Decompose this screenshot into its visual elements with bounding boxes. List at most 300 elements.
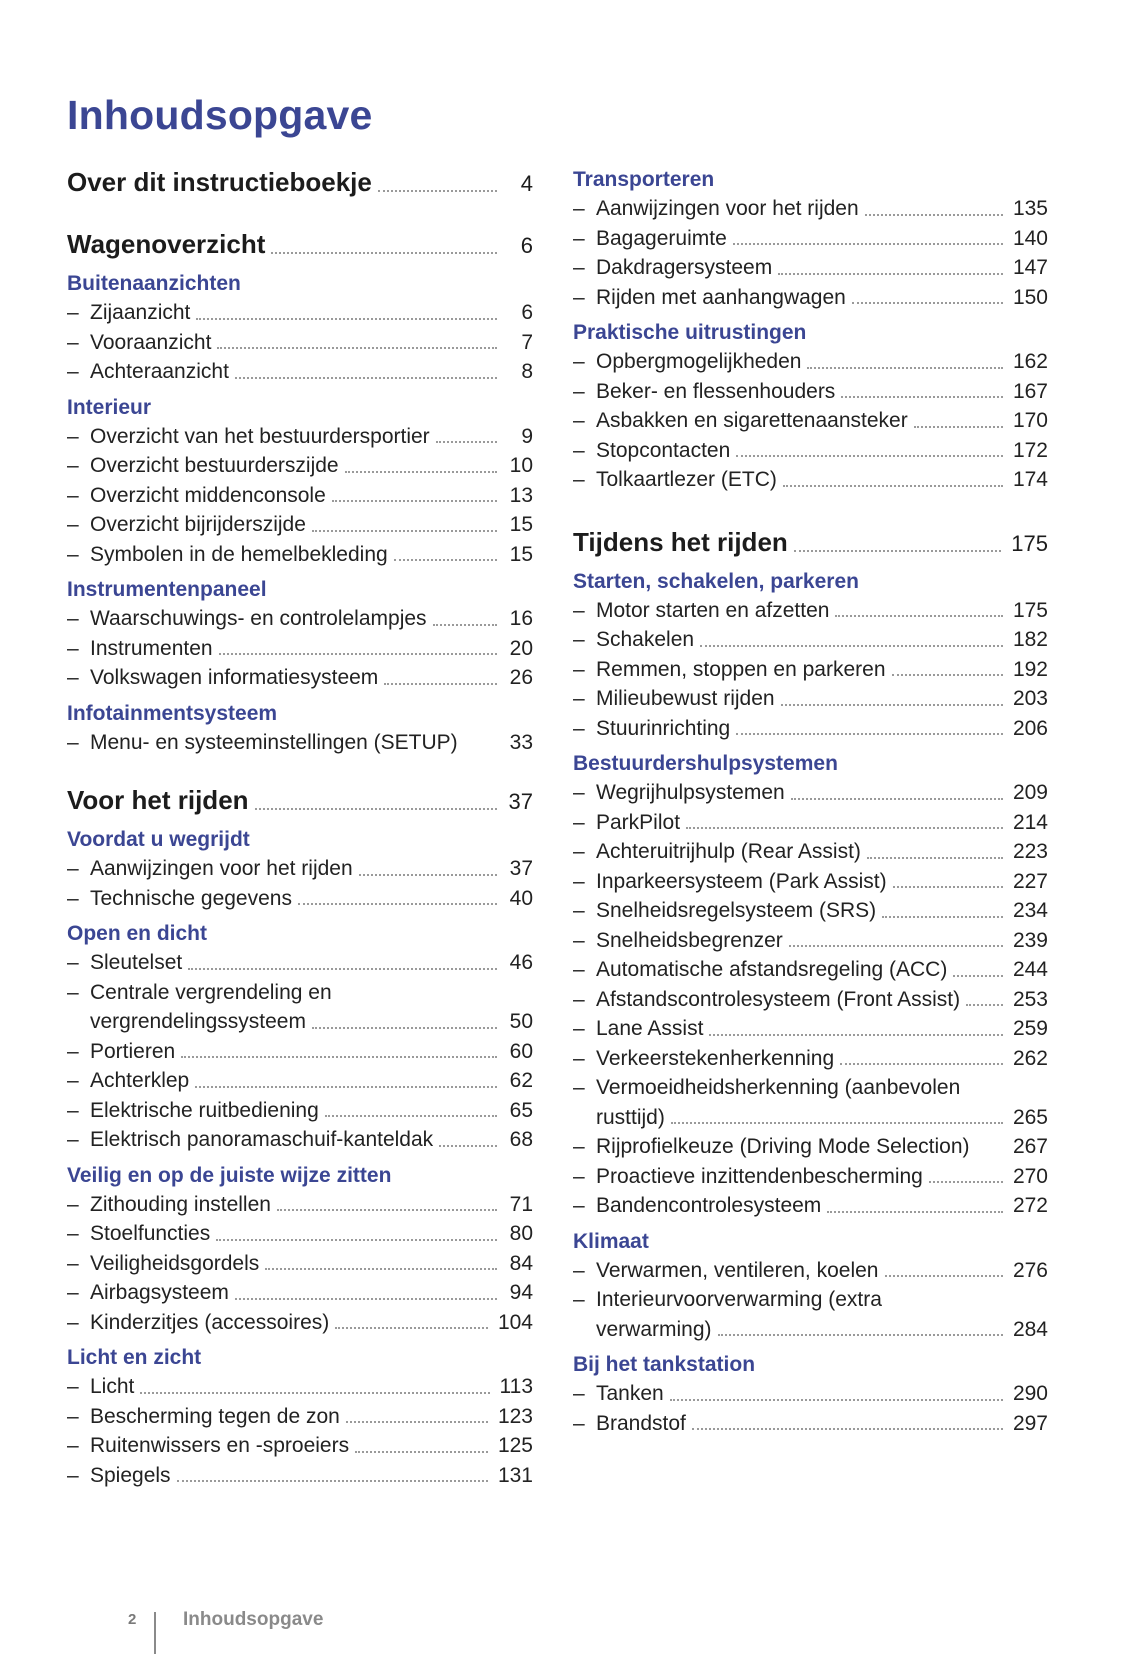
dash: – [573, 285, 585, 309]
dash: – [67, 951, 79, 974]
dot-leader [196, 317, 497, 320]
toc-entry[interactable] [67, 728, 533, 758]
dash: – [573, 687, 585, 710]
dot-leader [436, 440, 497, 443]
toc-section-praktische-uitrustingen[interactable]: Praktische uitrustingen [573, 321, 807, 344]
entry-text: Verkeerstekenherkenning [596, 1046, 835, 1070]
dot-leader [217, 346, 497, 349]
page-number: 253 [1012, 987, 1048, 1011]
toc-entry[interactable] [67, 1125, 533, 1155]
chapter-title: Wagenoverzicht [67, 229, 266, 259]
page-number: 239 [1012, 928, 1048, 952]
entry-text: Sleutelset [90, 951, 183, 974]
dash: – [67, 513, 79, 536]
dot-leader [671, 1121, 1003, 1124]
toc-chapter-tijdens-het-rijden[interactable] [573, 525, 1048, 561]
dot-leader [778, 272, 1003, 275]
dot-leader [345, 470, 497, 473]
toc-entry[interactable] [573, 625, 1048, 655]
entry-text: Aanwijzingen voor het rijden [90, 857, 353, 880]
toc-entry[interactable] [67, 854, 533, 884]
dot-leader [700, 644, 1003, 647]
dot-leader [265, 1267, 497, 1270]
dash: – [67, 1310, 79, 1334]
dot-leader [335, 1326, 488, 1329]
entry-text: Automatische afstandsregeling (ACC) [596, 958, 948, 981]
dash: – [573, 1076, 585, 1099]
page-number: 37 [508, 789, 533, 814]
entry-text: Bandencontrolesysteem [596, 1194, 822, 1217]
toc-entry[interactable] [573, 926, 1048, 956]
entry-text: Zijaanzicht [90, 301, 191, 324]
toc-entry[interactable] [67, 357, 533, 387]
dash: – [67, 424, 79, 448]
dot-leader [235, 1297, 497, 1300]
toc-entry[interactable] [573, 1256, 1048, 1286]
dot-leader [966, 1003, 1003, 1006]
toc-entry[interactable] [573, 896, 1048, 926]
dot-leader [384, 682, 497, 685]
page-number: 234 [1012, 899, 1048, 922]
dot-leader [394, 558, 497, 561]
page-number: 50 [509, 1010, 533, 1033]
toc-section-klimaat[interactable]: Klimaat [573, 1229, 649, 1253]
page-number: 7 [521, 330, 533, 354]
toc-entry[interactable] [67, 1096, 533, 1126]
entry-text: Motor starten en afzetten [596, 598, 830, 622]
toc-section-bij-het-tankstation[interactable]: Bij het tankstation [573, 1353, 756, 1376]
entry-text: Tanken [596, 1382, 664, 1405]
entry-text: Overzicht middenconsole [90, 483, 326, 507]
entry-text: Aanwijzingen voor het rijden [596, 197, 859, 220]
entry-text: Portieren [90, 1039, 176, 1063]
page-number: 170 [1012, 409, 1048, 432]
footer-page-number: 2 [128, 1611, 137, 1628]
entry-text: Overzicht van het bestuurdersportier [90, 424, 430, 448]
page-number: 13 [509, 483, 533, 507]
page-number: 150 [1012, 285, 1048, 309]
page-number: 65 [509, 1098, 533, 1122]
entry-text: Bescherming tegen de zon [90, 1404, 340, 1428]
page-number: 167 [1012, 379, 1048, 403]
entry-text: Spiegels [90, 1463, 171, 1487]
toc-entry[interactable] [573, 347, 1048, 377]
dot-leader [216, 1238, 497, 1241]
toc-chapter-over-dit-instructieboekje[interactable] [67, 165, 533, 201]
toc-section-open-en-dicht[interactable]: Open en dicht [67, 922, 208, 945]
toc-chapter-wagenoverzicht[interactable] [67, 227, 533, 263]
dash: – [67, 1404, 79, 1428]
toc-chapter-voor-het-rijden[interactable] [67, 783, 533, 819]
dot-leader [433, 623, 497, 626]
dot-leader [789, 944, 1003, 947]
page-number: 203 [1012, 687, 1048, 710]
toc-entry[interactable] [573, 808, 1048, 838]
dot-leader [783, 484, 1003, 487]
entry-text: Lane Assist [596, 1017, 704, 1040]
dash: – [67, 330, 79, 354]
toc-entry[interactable] [67, 1402, 533, 1432]
dash: – [67, 636, 79, 660]
page-number: 20 [509, 636, 533, 660]
page-number: 71 [509, 1192, 533, 1216]
dot-leader [686, 826, 1003, 829]
dash: – [67, 1281, 79, 1304]
toc-entry[interactable] [573, 1162, 1048, 1192]
dash: – [573, 1135, 585, 1158]
dot-leader [709, 1033, 1003, 1036]
toc-entry[interactable] [573, 406, 1048, 436]
dash: – [67, 607, 79, 630]
toc-entry[interactable] [573, 867, 1048, 897]
dot-leader [439, 1144, 497, 1147]
dash: – [573, 899, 585, 922]
toc-section-veilig-zitten[interactable]: Veilig en op de juiste wijze zitten [67, 1163, 392, 1187]
entry-text: Opbergmogelijkheden [596, 350, 802, 373]
entry-text: Airbagsysteem [90, 1281, 229, 1304]
toc-entry-continuation[interactable] [573, 1103, 1048, 1133]
entry-text: Waarschuwings- en controlelampjes [90, 607, 427, 630]
toc-entry[interactable] [573, 194, 1048, 224]
page-number: 174 [1012, 468, 1048, 491]
toc-entry-continuation[interactable] [67, 1007, 533, 1037]
toc-section-instrumentenpaneel[interactable]: Instrumentenpaneel [67, 578, 267, 601]
entry-text: Afstandscontrolesysteem (Front Assist) [596, 987, 961, 1011]
page-number: 172 [1012, 438, 1048, 462]
toc-entry[interactable] [67, 604, 533, 634]
toc-entry[interactable] [573, 1044, 1048, 1074]
page-number: 84 [509, 1251, 533, 1275]
toc-entry[interactable] [67, 481, 533, 511]
toc-entry[interactable] [573, 778, 1048, 808]
page-number: 227 [1012, 869, 1048, 893]
chapter-title: Over dit instructieboekje [67, 167, 372, 197]
dot-leader [892, 673, 1003, 676]
dot-leader [974, 1159, 1009, 1162]
page-number: 244 [1012, 958, 1048, 981]
dash: – [67, 360, 79, 383]
dash: – [67, 857, 79, 880]
toc-entry[interactable] [573, 596, 1048, 626]
page-number: 162 [1012, 350, 1048, 373]
page-number: 297 [1012, 1411, 1048, 1435]
toc-entry[interactable] [573, 1014, 1048, 1044]
dot-leader [781, 703, 1003, 706]
dot-leader [885, 1274, 1003, 1277]
page-number: 262 [1012, 1046, 1048, 1070]
toc-left-column [67, 165, 533, 1490]
dash: – [573, 840, 585, 863]
toc-entry[interactable] [67, 1037, 533, 1067]
dot-leader [929, 1180, 1003, 1183]
dash: – [67, 454, 79, 477]
entry-text: Elektrische ruitbediening [90, 1098, 319, 1122]
dash: – [573, 350, 585, 373]
page-number: 209 [1012, 781, 1048, 804]
page-number: 125 [497, 1434, 533, 1457]
toc-entry[interactable] [67, 1278, 533, 1308]
toc-entry[interactable] [573, 283, 1048, 313]
dash: – [573, 409, 585, 432]
entry-text: Rijden met aanhangwagen [596, 285, 846, 309]
entry-text: Ruitenwissers en -sproeiers [90, 1434, 350, 1457]
dash: – [573, 716, 585, 740]
dash: – [67, 666, 79, 689]
dot-leader [378, 189, 497, 192]
entry-text: Volkswagen informatiesysteem [90, 666, 379, 689]
page-number: 94 [509, 1281, 533, 1304]
page-number: 40 [509, 886, 533, 910]
page-number: 6 [521, 301, 533, 324]
toc-entry[interactable] [573, 955, 1048, 985]
toc-entry[interactable] [573, 1073, 1048, 1103]
dot-leader [736, 454, 1003, 457]
toc-section-transporteren[interactable]: Transporteren [573, 168, 715, 191]
dot-leader [794, 549, 1002, 552]
toc-entry[interactable] [67, 948, 533, 978]
entry-text: Achterklep [90, 1069, 190, 1092]
entry-text: Overzicht bijrijderszijde [90, 513, 306, 536]
dot-leader [807, 366, 1002, 369]
dash: – [67, 730, 79, 754]
page-number: 140 [1012, 226, 1048, 250]
dash: – [67, 1375, 79, 1398]
page-number: 15 [509, 513, 533, 536]
toc-section-infotainmentsysteem[interactable]: Infotainmentsysteem [67, 701, 278, 725]
entry-text: Zithouding instellen [90, 1192, 271, 1216]
dot-leader [188, 967, 497, 970]
dot-leader [718, 1333, 1003, 1336]
entry-text: Brandstof [596, 1411, 686, 1435]
entry-text: Achteraanzicht [90, 360, 229, 383]
dot-leader [882, 915, 1003, 918]
toc-entry[interactable] [573, 1379, 1048, 1409]
dash: – [573, 958, 585, 981]
dash: – [573, 810, 585, 834]
dash: – [573, 256, 585, 279]
entry-text: Proactieve inzittendenbescherming [596, 1164, 923, 1188]
page-number: 113 [499, 1375, 533, 1398]
toc-entry[interactable] [67, 978, 533, 1008]
entry-text: Snelheidsbegrenzer [596, 928, 783, 952]
dash: – [573, 468, 585, 491]
entry-text: Schakelen [596, 628, 695, 651]
page-number: 272 [1012, 1194, 1048, 1217]
entry-text: Milieubewust rijden [596, 687, 775, 710]
dash: – [573, 869, 585, 893]
dot-leader [235, 376, 497, 379]
dot-leader [914, 425, 1003, 428]
entry-text: Remmen, stoppen en parkeren [596, 657, 886, 681]
toc-entry[interactable] [67, 1066, 533, 1096]
dot-leader [195, 1085, 497, 1088]
dot-leader [692, 1427, 1003, 1430]
toc-entry[interactable] [573, 1132, 1048, 1162]
entry-text-line2: vergrendelingssysteem [90, 1010, 306, 1033]
dot-leader [835, 614, 1002, 617]
dot-leader [312, 1026, 497, 1029]
page-number: 62 [509, 1069, 533, 1092]
toc-section-bestuurdershulpsystemen[interactable]: Bestuurdershulpsystemen [573, 752, 838, 775]
toc-entry[interactable] [67, 663, 533, 693]
dash: – [67, 1222, 79, 1245]
toc-entry[interactable] [573, 837, 1048, 867]
page-number: 60 [509, 1039, 533, 1063]
page-number: 123 [497, 1404, 533, 1428]
entry-text: Verwarmen, ventileren, koelen [596, 1258, 879, 1282]
entry-text: Rijprofielkeuze (Driving Mode Selection) [596, 1135, 970, 1158]
toc-entry[interactable] [67, 1190, 533, 1220]
toc-section-interieur[interactable]: Interieur [67, 395, 152, 419]
dash: – [67, 980, 79, 1004]
toc-entry[interactable] [67, 540, 533, 570]
entry-text: Symbolen in de hemelbekleding [90, 542, 388, 566]
toc-entry[interactable] [573, 1409, 1048, 1439]
entry-text: Stuurinrichting [596, 716, 731, 740]
dot-leader [841, 395, 1003, 398]
chapter-title: Tijdens het rijden [573, 526, 788, 557]
entry-text: Stoelfuncties [90, 1222, 211, 1245]
toc-entry[interactable] [573, 465, 1048, 495]
entry-text-line1: Interieurvoorverwarming (extra [596, 1288, 882, 1311]
toc-entry[interactable] [67, 422, 533, 452]
dash: – [67, 886, 79, 910]
page-number: 10 [509, 454, 533, 477]
toc-entry[interactable] [67, 328, 533, 358]
toc-entry[interactable] [573, 1191, 1048, 1221]
entry-text: Snelheidsregelsysteem (SRS) [596, 899, 877, 922]
page-number: 214 [1012, 810, 1048, 834]
dash: – [573, 1258, 585, 1282]
page-number: 182 [1012, 628, 1048, 651]
toc-section-starten-schakelen-parkeren[interactable]: Starten, schakelen, parkeren [573, 569, 859, 593]
page-number: 192 [1012, 657, 1048, 681]
dot-leader [733, 242, 1003, 245]
dash: – [573, 1382, 585, 1405]
dash: – [573, 928, 585, 952]
toc-entry[interactable] [573, 684, 1048, 714]
dash: – [67, 1128, 79, 1151]
toc-entry[interactable] [67, 1249, 533, 1279]
dot-leader [840, 1062, 1003, 1065]
dot-leader [791, 797, 1003, 800]
dash: – [67, 1039, 79, 1063]
entry-text: Veiligheidsgordels [90, 1251, 260, 1275]
dash: – [573, 438, 585, 462]
toc-right-column [573, 165, 1048, 1438]
toc-section-licht-en-zicht[interactable]: Licht en zicht [67, 1346, 202, 1369]
page-number: 259 [1012, 1017, 1048, 1040]
toc-entry[interactable] [573, 253, 1048, 283]
entry-text: Menu- en systeeminstellingen (SETUP) [90, 730, 458, 754]
page-number: 68 [509, 1128, 533, 1151]
toc-section-voordat-u-wegrijdt[interactable]: Voordat u wegrijdt [67, 828, 250, 851]
page-number: 175 [1011, 530, 1048, 556]
dot-leader [953, 974, 1003, 977]
entry-text: Inparkeersysteem (Park Assist) [596, 869, 887, 893]
dash: – [573, 1288, 585, 1311]
entry-text: Achteruitrijhulp (Rear Assist) [596, 840, 861, 863]
entry-text: Kinderzitjes (accessoires) [90, 1310, 330, 1334]
dash: – [573, 598, 585, 622]
toc-section-buitenaanzichten[interactable]: Buitenaanzichten [67, 272, 241, 295]
entry-text: Overzicht bestuurderszijde [90, 454, 339, 477]
dash: – [573, 987, 585, 1011]
toc-entry[interactable] [67, 1308, 533, 1338]
dash: – [573, 226, 585, 250]
entry-text-line1: Vermoeidheidsherkenning (aanbevolen [596, 1076, 961, 1099]
page-number: 147 [1012, 256, 1048, 279]
toc-entry[interactable] [573, 377, 1048, 407]
toc-entry[interactable] [67, 451, 533, 481]
page-number: 175 [1012, 598, 1048, 622]
page-number: 284 [1012, 1317, 1048, 1341]
entry-text: Bagageruimte [596, 226, 727, 250]
entry-text: Vooraanzicht [90, 330, 212, 354]
dot-leader [181, 1055, 497, 1058]
toc-entry[interactable] [67, 1219, 533, 1249]
dot-leader [827, 1210, 1003, 1213]
page-number: 135 [1012, 197, 1048, 220]
page-number: 270 [1012, 1164, 1048, 1188]
dot-leader [298, 902, 497, 905]
dash: – [573, 1164, 585, 1188]
dot-leader [346, 1420, 488, 1423]
entry-text: Elektrisch panoramaschuif-kanteldak [90, 1128, 434, 1151]
toc-entry[interactable] [573, 655, 1048, 685]
toc-entry[interactable] [573, 714, 1048, 744]
entry-text: Instrumenten [90, 636, 213, 660]
dash: – [67, 542, 79, 566]
entry-text: Technische gegevens [90, 886, 292, 910]
toc-entry[interactable] [573, 224, 1048, 254]
entry-text: Stopcontacten [596, 438, 731, 462]
entry-text-line2: verwarming) [596, 1317, 712, 1341]
dash: – [573, 1017, 585, 1040]
dash: – [67, 1251, 79, 1275]
entry-text: Tolkaartlezer (ETC) [596, 468, 777, 491]
dot-leader [736, 732, 1003, 735]
dot-leader [359, 873, 497, 876]
dash: – [573, 197, 585, 220]
toc-entry[interactable] [573, 985, 1048, 1015]
entry-text: ParkPilot [596, 810, 681, 834]
dash: – [573, 657, 585, 681]
chapter-title: Voor het rijden [67, 785, 249, 815]
entry-text: Beker- en flessenhouders [596, 379, 836, 403]
toc-entry[interactable] [67, 634, 533, 664]
dot-leader [332, 499, 497, 502]
dash: – [67, 1192, 79, 1216]
dot-leader [325, 1114, 497, 1117]
page-number: 223 [1012, 840, 1048, 863]
footer-section-label: Inhoudsopgave [183, 1609, 324, 1630]
entry-text-line2: rusttijd) [596, 1105, 665, 1129]
toc-entry[interactable] [573, 1285, 1048, 1315]
toc-entry[interactable] [67, 1372, 533, 1402]
dot-leader [255, 807, 497, 810]
page-number: 16 [509, 607, 533, 630]
toc-entry[interactable] [67, 1461, 533, 1491]
toc-entry[interactable] [573, 436, 1048, 466]
toc-entry-continuation[interactable] [573, 1315, 1048, 1345]
page-number: 206 [1012, 716, 1048, 740]
toc-entry[interactable] [67, 1431, 533, 1461]
toc-entry[interactable] [67, 884, 533, 914]
page-number: 104 [497, 1310, 533, 1334]
toc-entry[interactable] [67, 298, 533, 328]
toc-entry[interactable] [67, 510, 533, 540]
